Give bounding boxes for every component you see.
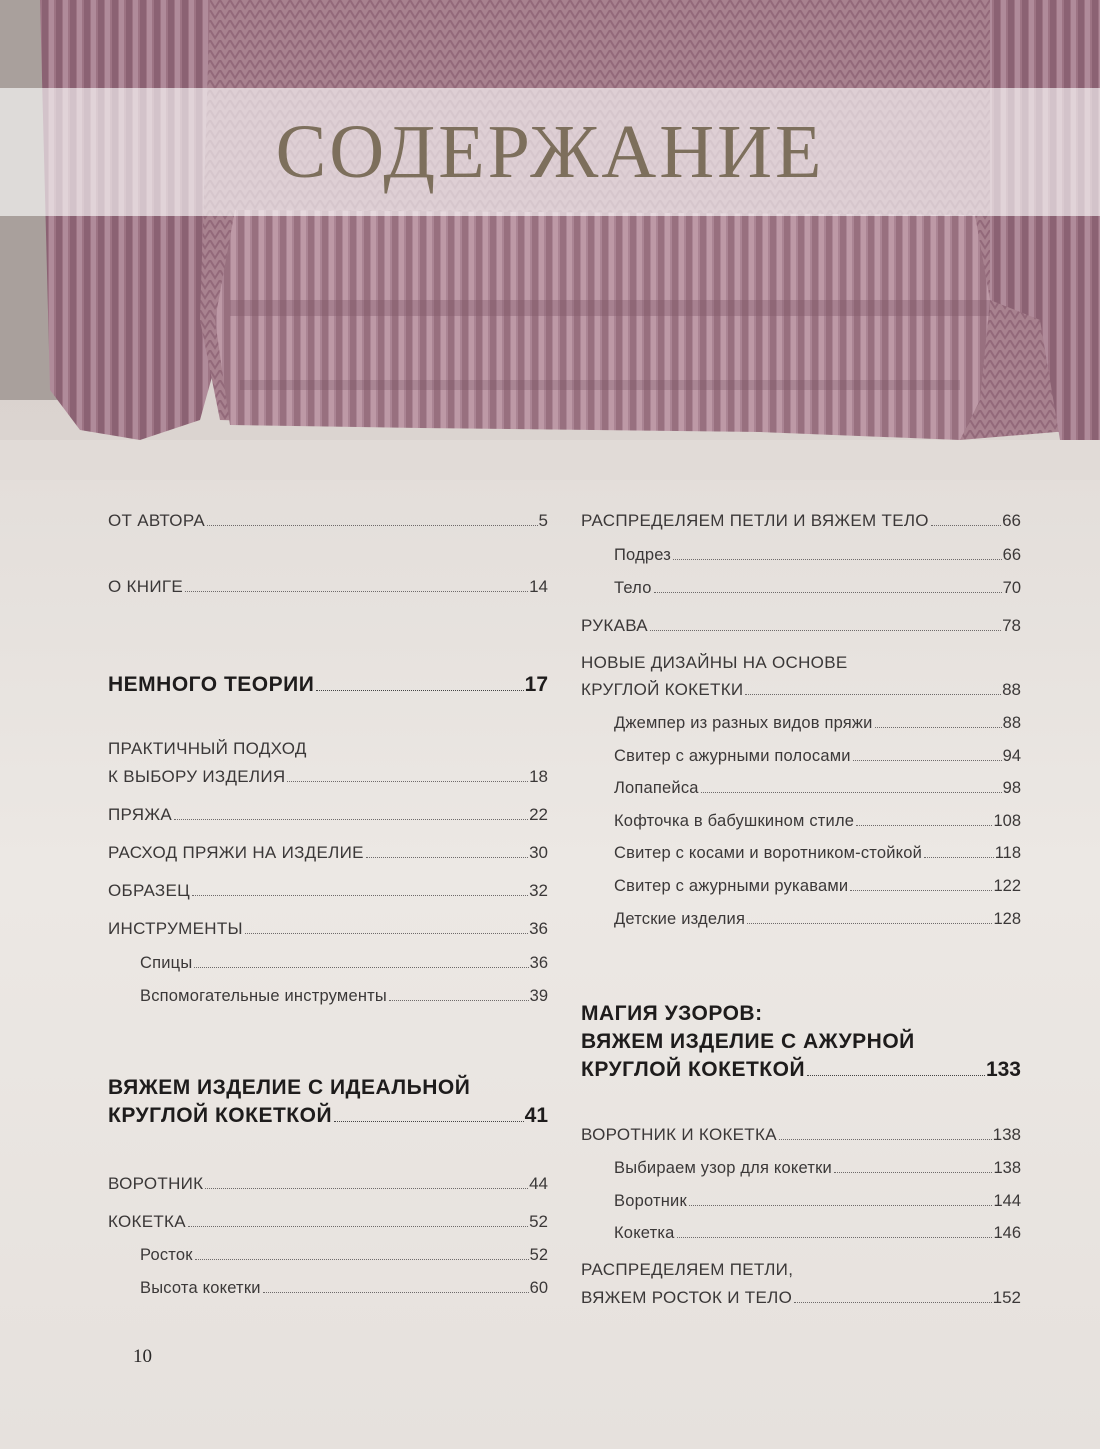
toc-section-title-line: МАГИЯ УЗОРОВ:	[581, 1002, 763, 1025]
toc-entry-title: ВОРОТНИК	[108, 1174, 204, 1193]
toc-entry-page: 44	[529, 1174, 548, 1193]
toc-subentry-page: 66	[1002, 546, 1021, 564]
toc-subentry[interactable]	[140, 1244, 548, 1266]
toc-subentry-page: 39	[529, 987, 548, 1005]
dot-leader	[245, 933, 528, 934]
toc-section-title: НЕМНОГО ТЕОРИИ	[108, 673, 315, 696]
dot-leader	[316, 690, 523, 691]
toc-entry-page: 36	[529, 919, 548, 938]
toc-section[interactable]	[108, 671, 548, 699]
toc-subentry-title: Подрез	[614, 546, 672, 564]
toc-entry-title: ПРЯЖА	[108, 805, 172, 824]
toc-subentry[interactable]	[614, 1190, 1021, 1212]
dot-leader	[747, 923, 992, 924]
toc-subentry-title: Кокетка	[614, 1224, 675, 1242]
toc-subentry[interactable]	[614, 1222, 1021, 1244]
toc-entry[interactable]	[108, 510, 548, 532]
dot-leader	[194, 967, 528, 968]
toc-entry-last-line	[108, 766, 548, 788]
toc-entry-title-line: РАСПРЕДЕЛЯЕМ ПЕТЛИ,	[581, 1260, 794, 1279]
toc-entry-title: О КНИГЕ	[108, 577, 183, 596]
toc-subentry-title: Детские изделия	[614, 910, 746, 928]
toc-entry-page: 66	[1002, 511, 1021, 530]
toc-subentry-title: Свитер с ажурными полосами	[614, 747, 851, 765]
toc-section-last-line	[108, 1102, 548, 1130]
toc-subentry-page: 70	[1002, 579, 1021, 597]
toc-section-title-line: КРУГЛОЙ КОКЕТКОЙ	[581, 1058, 806, 1081]
toc-entry-title-line: К ВЫБОРУ ИЗДЕЛИЯ	[108, 767, 286, 786]
toc-entry-page: 30	[529, 843, 548, 862]
toc-entry-multiline[interactable]	[581, 1259, 1021, 1307]
toc-subentry-title: Тело	[614, 579, 652, 597]
toc-subentry[interactable]	[614, 908, 1021, 930]
toc-subentry[interactable]	[614, 810, 1021, 832]
toc-entry-title: ОТ АВТОРА	[108, 511, 205, 530]
dot-leader	[673, 559, 1002, 560]
toc-subentry-title: Лопапейса	[614, 779, 699, 797]
toc-entry-page: 5	[538, 511, 548, 530]
dot-leader	[924, 857, 994, 858]
toc-entry-title: КОКЕТКА	[108, 1212, 186, 1231]
toc-entry-page: 138	[992, 1125, 1021, 1144]
toc-subentry-title: Воротник	[614, 1192, 687, 1210]
toc-entry-title-line: КРУГЛОЙ КОКЕТКИ	[581, 680, 744, 699]
toc-subentry-title: Кофточка в бабушкином стиле	[614, 812, 855, 830]
toc-section-page: 17	[524, 673, 548, 696]
toc-subentry-page: 128	[993, 910, 1021, 928]
toc-entry-title: ИНСТРУМЕНТЫ	[108, 919, 243, 938]
toc-section-page: 133	[985, 1058, 1021, 1081]
dot-leader	[185, 591, 528, 592]
toc-entry-page: 22	[529, 805, 548, 824]
toc-subentry[interactable]	[140, 1277, 548, 1299]
toc-subentry[interactable]	[140, 985, 548, 1007]
toc-subentry-page: 146	[993, 1224, 1021, 1242]
toc-subentry-page: 36	[529, 954, 548, 972]
dot-leader	[174, 819, 528, 820]
toc-entry-title: ВОРОТНИК И КОКЕТКА	[581, 1125, 777, 1144]
toc-subentry-title: Высота кокетки	[140, 1279, 261, 1297]
toc-entry-title: РАСХОД ПРЯЖИ НА ИЗДЕЛИЕ	[108, 843, 364, 862]
toc-section-title-line: ВЯЖЕМ ИЗДЕЛИЕ С ИДЕАЛЬНОЙ	[108, 1076, 471, 1099]
toc-section-title-line: ВЯЖЕМ ИЗДЕЛИЕ С АЖУРНОЙ	[581, 1030, 915, 1053]
toc-entry[interactable]	[581, 615, 1021, 637]
toc-entry[interactable]	[581, 1124, 1021, 1146]
toc-section-last-line	[581, 1056, 1021, 1084]
dot-leader	[875, 727, 1002, 728]
toc-subentry-page: 88	[1002, 714, 1021, 732]
toc-subentry-page: 108	[993, 812, 1021, 830]
toc-subentry-page: 122	[993, 877, 1021, 895]
dot-leader	[850, 890, 992, 891]
toc-entry[interactable]	[108, 880, 548, 902]
toc-subentry-title: Спицы	[140, 954, 193, 972]
title-band	[0, 88, 1100, 216]
toc-subentry-page: 138	[993, 1159, 1021, 1177]
sweater-illustration	[0, 0, 1100, 480]
dot-leader	[195, 1259, 529, 1260]
toc-section-title-line: КРУГЛОЙ КОКЕТКОЙ	[108, 1104, 333, 1127]
toc-entry-page: 52	[529, 1212, 548, 1231]
toc-subentry[interactable]	[614, 577, 1021, 599]
dot-leader	[931, 525, 1001, 526]
dot-leader	[853, 760, 1002, 761]
toc-section-multiline[interactable]	[581, 1000, 1021, 1084]
dot-leader	[745, 694, 1001, 695]
dot-leader	[389, 1000, 529, 1001]
toc-entry-multiline[interactable]	[581, 652, 1021, 699]
dot-leader	[794, 1302, 992, 1303]
dot-leader	[188, 1226, 528, 1227]
toc-entry-last-line	[581, 679, 1021, 701]
dot-leader	[192, 895, 528, 896]
toc-subentry-page: 144	[993, 1192, 1021, 1210]
toc-entry-page: 152	[992, 1288, 1021, 1307]
dot-leader	[263, 1292, 529, 1293]
page-title: СОДЕРЖАНИЕ	[275, 109, 825, 194]
toc-entry[interactable]	[108, 804, 548, 826]
toc-subentry[interactable]	[614, 544, 1021, 566]
toc-subentry-page: 60	[529, 1279, 548, 1297]
toc-subentry[interactable]	[614, 712, 1021, 734]
toc-subentry-page: 98	[1002, 779, 1021, 797]
toc-entry-title-line: НОВЫЕ ДИЗАЙНЫ НА ОСНОВЕ	[581, 653, 848, 672]
toc-entry-page: 88	[1002, 680, 1021, 699]
toc-subentry[interactable]	[140, 952, 548, 974]
toc-entry-page: 78	[1002, 616, 1021, 635]
toc-entry-multiline[interactable]	[108, 738, 548, 786]
toc-subentry-page: 94	[1002, 747, 1021, 765]
dot-leader	[207, 525, 538, 526]
toc-subentry-title: Росток	[140, 1246, 193, 1264]
toc-subentry-title: Джемпер из разных видов пряжи	[614, 714, 873, 732]
toc-subentry-title: Свитер с ажурными рукавами	[614, 877, 849, 895]
toc-entry-title-line: ПРАКТИЧНЫЙ ПОДХОД	[108, 739, 307, 758]
dot-leader	[856, 825, 992, 826]
toc-entry[interactable]	[108, 842, 548, 864]
toc-subentry[interactable]	[614, 1157, 1021, 1179]
toc-entry-title: РАСПРЕДЕЛЯЕМ ПЕТЛИ И ВЯЖЕМ ТЕЛО	[581, 511, 929, 530]
toc-entry[interactable]	[108, 1173, 548, 1195]
dot-leader	[287, 781, 528, 782]
toc-subentry-page: 52	[529, 1246, 548, 1264]
toc-subentry-title: Свитер с косами и воротником-стойкой	[614, 844, 923, 862]
toc-subentry[interactable]	[614, 875, 1021, 897]
dot-leader	[689, 1205, 993, 1206]
toc-subentry-page: 118	[994, 844, 1021, 862]
dot-leader	[366, 857, 528, 858]
toc-subentry-title: Выбираем узор для кокетки	[614, 1159, 832, 1177]
toc-entry[interactable]	[581, 510, 1021, 532]
toc-section-multiline[interactable]	[108, 1074, 548, 1130]
toc-entry-page: 18	[529, 767, 548, 786]
toc-subentry[interactable]	[614, 842, 1021, 864]
dot-leader	[701, 792, 1002, 793]
dot-leader	[677, 1237, 993, 1238]
dot-leader	[807, 1075, 985, 1076]
toc-entry-title-line: ВЯЖЕМ РОСТОК И ТЕЛО	[581, 1288, 793, 1307]
toc-entry-page: 32	[529, 881, 548, 900]
toc-entry[interactable]	[108, 576, 548, 598]
dot-leader	[654, 592, 1002, 593]
toc-entry-title: ОБРАЗЕЦ	[108, 881, 191, 900]
toc-subentry[interactable]	[614, 745, 1021, 767]
page-number: 10	[133, 1346, 152, 1367]
dot-leader	[834, 1172, 993, 1173]
toc-entry[interactable]	[108, 918, 548, 940]
dot-leader	[779, 1139, 992, 1140]
dot-leader	[334, 1121, 524, 1122]
toc-subentry[interactable]	[614, 777, 1021, 799]
toc-entry-last-line	[581, 1287, 1021, 1309]
toc-entry[interactable]	[108, 1211, 548, 1233]
toc-entry-title: РУКАВА	[581, 616, 648, 635]
sweater-photo	[0, 0, 1100, 480]
toc-entry-page: 14	[529, 577, 548, 596]
toc-subentry-title: Вспомогательные инструменты	[140, 987, 387, 1005]
dot-leader	[205, 1188, 528, 1189]
dot-leader	[650, 630, 1001, 631]
toc-section-page: 41	[524, 1104, 548, 1127]
